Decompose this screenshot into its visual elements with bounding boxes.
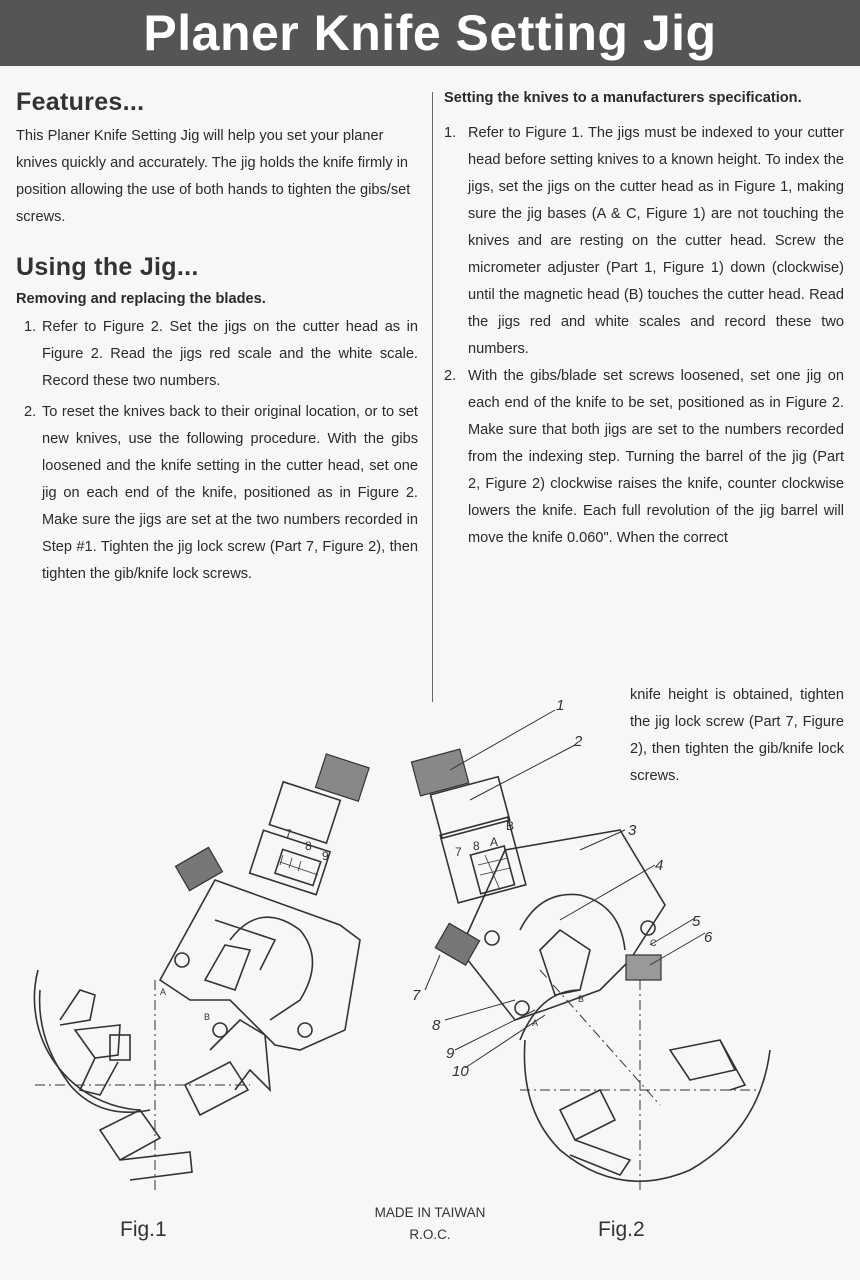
column-divider [432,92,433,702]
manufacturer-heading: Setting the knives to a manufacturers specification. [444,90,802,106]
list-item [444,363,844,552]
callout-7: 7 [412,987,421,1004]
list-item [16,314,418,395]
page-title: Planer Knife Setting Jig [0,0,860,66]
features-heading: Features... [16,88,145,116]
fig1-letter-a: A [160,987,167,997]
callout-6: 6 [704,929,713,946]
callout-10: 10 [452,1063,469,1080]
fig2-letter-b: B [578,994,585,1004]
fig1-letter-b: B [204,1012,211,1022]
list-item [444,120,844,363]
figures-drawing [0,690,860,1210]
manufacturer-steps-list [444,120,844,552]
step-text: With the gibs/blade set screws loosened, set one jig on each end of the knife to be set, positioned as in Figure 2. Make sure that both jigs are set to the numbers recorded from the indexing step. Turning the barrel of the jig (Part 2, Figure 2) clockwise raises the knife, counter clockwise lowers the knife. Each full revolution of the jig barrel will move the knife 0.060". When the correct [468,368,844,546]
list-item [16,399,418,588]
figure-2-drawing [411,697,770,1190]
fig1-scale-7: 7 [285,827,292,841]
figure-1-label: Fig.1 [120,1218,167,1241]
fig2-scale-7: 7 [455,845,462,859]
fig1-scale-8: 8 [305,839,312,853]
fig2-letter-a: A [532,1018,539,1028]
callout-3: 3 [628,822,637,839]
callout-2: 2 [574,733,583,750]
step-number: 1. [24,319,37,335]
step-number: 2. [444,368,457,384]
fig2-scale-b: B [506,819,515,833]
step-text: Refer to Figure 1. The jigs must be indexed to your cutter head before setting knives to a known height. To index the jigs, set the jigs on the cutter head as in Figure 1, making sure the jig bases (A & C, Figure 1) are not touching the knives and are resting on the cutter head. Screw the micrometer adjuster (Part 1, Figure 1) down (clockwise) until the magnetic head (B) touches the cutter head. Read the jigs red and white scales and record these two numbers. [468,125,844,357]
step-number: 1. [444,125,457,141]
made-in-label [340,1202,520,1246]
figure-2-label: Fig.2 [598,1218,645,1241]
fig1-scale-9: 9 [322,849,329,863]
features-text: This Planer Knife Setting Jig will help you set your planer knives quickly and accurately. The jig holds the knife firmly in position allowing the use of both hands to tighten the gibs/set screws. [16,128,411,225]
fig2-letter-c: C [650,938,657,948]
made-in-line-1: MADE IN TAIWAN [374,1205,486,1220]
step-text: Refer to Figure 2. Set the jigs on the cutter head as in Figure 2. Read the jigs red scale and the white scale. Record these two numbers. [42,319,418,389]
manufacturer-step-continued: knife height is obtained, tighten the jig lock screw (Part 7, Figure 2), then tighten the gib/knife lock screws. [630,687,844,784]
made-in-line-2: R.O.C. [409,1227,451,1242]
fig2-scale-a: A [490,835,499,849]
fig2-scale-8: 8 [473,839,480,853]
using-subheading: Removing and replacing the blades. [16,291,266,307]
left-column [16,88,418,592]
step-number: 2. [24,404,37,420]
step-text: To reset the knives back to their original location, or to set new knives, use the following procedure. With the gibs loosened and the knife setting in the cutter head, set one jig on each end of the knife, positioned as in Figure 2. Make sure the jigs are set at the two numbers recorded in Step #1. Tighten the jig lock screw (Part 7, Figure 2), then tighten the gib/knife lock screws. [42,404,418,582]
callout-9: 9 [446,1045,455,1062]
callout-4: 4 [655,857,664,874]
callout-5: 5 [692,913,701,930]
right-column [444,88,844,552]
using-steps-list [16,314,418,588]
figure-1-drawing [34,754,369,1190]
using-heading: Using the Jig... [16,253,199,281]
callout-1: 1 [556,697,565,714]
callout-8: 8 [432,1017,441,1034]
